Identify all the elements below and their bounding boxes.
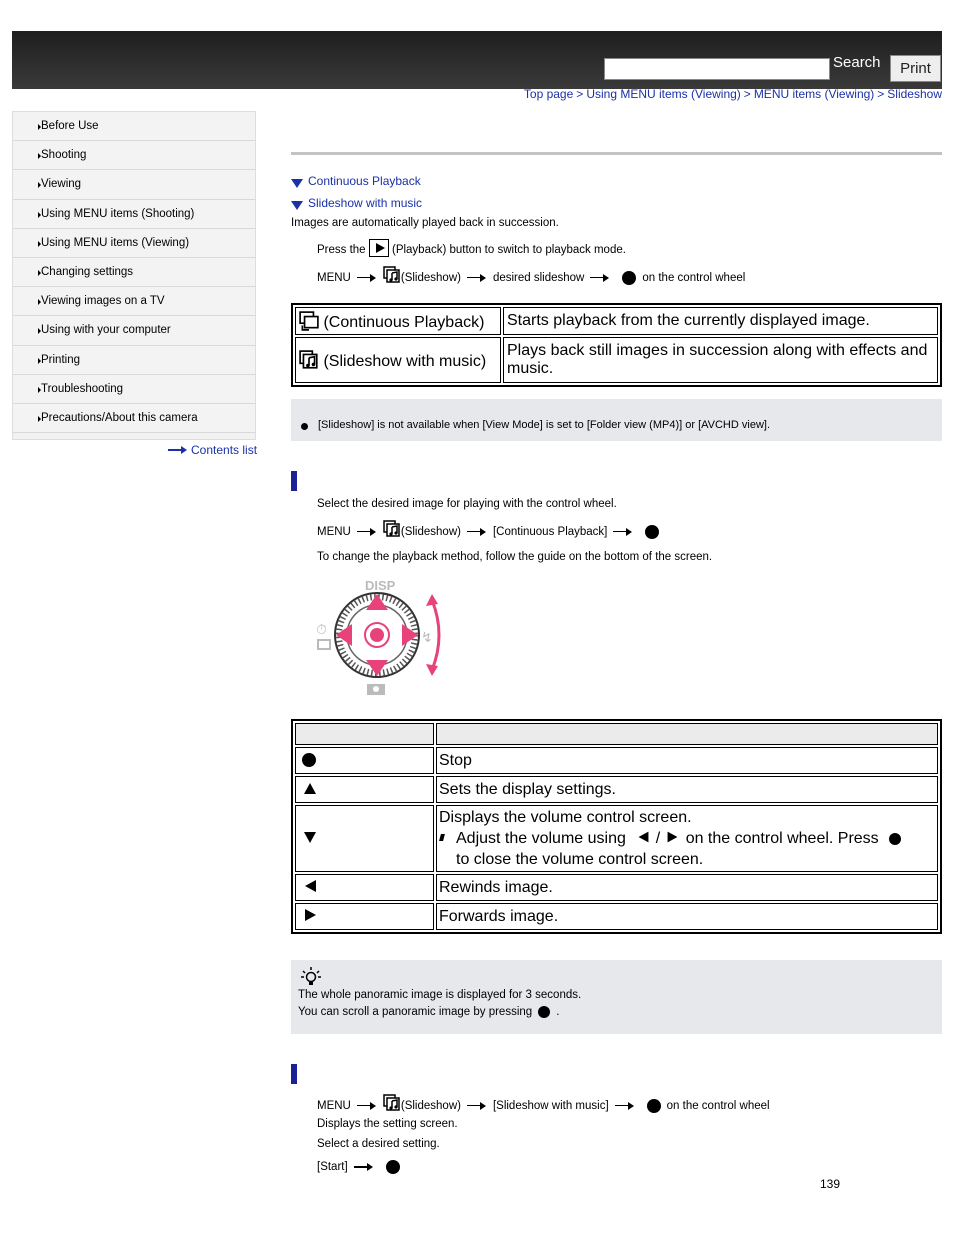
lightbulb-icon: [300, 966, 322, 988]
slideshow-icon: [383, 266, 401, 284]
sidebar-item-troubleshooting[interactable]: [13, 375, 255, 404]
control-desc: Displays the volume control screen.: [439, 809, 692, 826]
sidebar-item-label: Before Use: [41, 120, 99, 133]
left-button-icon: [305, 880, 316, 892]
sidebar-item-viewing[interactable]: [13, 170, 255, 199]
center-button-icon: [538, 1006, 550, 1018]
desc-cell: [436, 874, 938, 901]
arrow-right-icon: [590, 274, 610, 282]
breadcrumb-slideshow[interactable]: Slideshow: [887, 87, 942, 101]
key-cell: [295, 805, 434, 872]
option-name: (Slideshow with music): [323, 352, 487, 370]
sec1-line3: To change the playback method, follow the guide on the bottom of the screen.: [317, 551, 713, 563]
chevron-right-icon: [38, 153, 41, 159]
arrow-right-icon: [354, 1163, 374, 1171]
table-row: [295, 337, 938, 383]
sec2-start-step: [317, 1160, 406, 1174]
table-row: [295, 874, 938, 901]
option-desc-cell: [503, 307, 938, 335]
table-row: [295, 903, 938, 930]
option-label: [Slideshow with music]: [492, 1100, 609, 1112]
sidebar-item-label: Changing settings: [41, 266, 134, 279]
sidebar-item-menu-viewing[interactable]: [13, 229, 255, 258]
intro-text: Images are automatically played back in succession.: [291, 217, 559, 229]
hint-line-2-end: .: [556, 1006, 560, 1019]
slideshow-options-table: [291, 303, 942, 387]
key-cell: [295, 747, 434, 774]
sec2-line2: Displays the setting screen.: [317, 1118, 458, 1130]
title-divider: [291, 152, 942, 155]
chevron-right-icon: [38, 124, 41, 130]
slideshow-music-icon: [299, 350, 319, 370]
link-label: Slideshow with music: [308, 196, 423, 210]
link-label: Continuous Playback: [308, 174, 421, 188]
sub-text-c: on the control wheel. Press: [685, 830, 879, 847]
section-heading-continuous-playback: [291, 471, 297, 491]
left-button-icon: [639, 832, 649, 843]
sub-text-d: to close the volume control screen.: [456, 851, 704, 868]
control-wheel-label: on the control wheel: [666, 1100, 770, 1112]
sidebar-item-label: Viewing images on a TV: [41, 295, 165, 308]
sidebar-item-label: Printing: [41, 353, 80, 366]
sidebar-item-label: Shooting: [41, 149, 87, 162]
svg-text:⏱: ⏱: [316, 622, 327, 638]
slideshow-icon: [383, 1094, 401, 1112]
slideshow-label: (Slideshow): [400, 526, 461, 538]
sec2-line3: Select a desired setting.: [317, 1138, 440, 1150]
control-desc: Rewinds image.: [439, 878, 553, 896]
option-name: (Continuous Playback): [323, 313, 485, 331]
chevron-right-icon: [38, 416, 41, 422]
link-slideshow-with-music[interactable]: [291, 196, 422, 210]
section-heading-slideshow-music: [291, 1064, 297, 1084]
sidebar-item-precautions[interactable]: [13, 404, 255, 433]
sidebar-item-menu-shooting[interactable]: [13, 200, 255, 229]
arrow-right-icon: [357, 528, 377, 536]
table-row: [295, 805, 938, 872]
volume-sub-item: [439, 828, 935, 870]
key-cell: [295, 903, 434, 930]
contents-list-link[interactable]: [168, 443, 257, 457]
option-desc-cell: [503, 337, 938, 383]
sidebar-item-shooting[interactable]: [13, 141, 255, 170]
search-button[interactable]: Search: [833, 54, 881, 71]
triangle-down-icon: [291, 179, 303, 188]
step-1: [317, 239, 626, 257]
menu-label: MENU: [317, 526, 351, 538]
down-button-icon: [304, 832, 316, 843]
slideshow-icon: [383, 520, 401, 538]
sidebar-item-label: Precautions/About this camera: [41, 411, 198, 424]
print-button[interactable]: Print: [890, 55, 941, 82]
sub-text-b: /: [655, 830, 661, 847]
arrow-right-icon: [357, 274, 377, 282]
key-cell: [295, 776, 434, 803]
step-1-text-b: (Playback) button to switch to playback mode.: [391, 244, 626, 256]
arrow-right-icon: [467, 528, 487, 536]
option-desc: Plays back still images in succession along with effects and music.: [507, 342, 928, 377]
right-button-icon: [667, 832, 677, 843]
sidebar-item-before-use[interactable]: [13, 112, 255, 141]
chevron-right-icon: [38, 241, 41, 247]
playback-controls-table: [291, 719, 942, 934]
arrow-right-icon: [467, 1102, 487, 1110]
sub-text-a: Adjust the volume using: [456, 830, 626, 847]
sidebar-footer: [13, 433, 255, 439]
chevron-right-icon: [38, 328, 41, 334]
playback-icon: [369, 239, 389, 257]
sidebar-item-label: Using with your computer: [41, 324, 171, 337]
search-input[interactable]: [604, 58, 830, 80]
center-button-icon: [647, 1099, 661, 1113]
center-button-icon: [302, 753, 316, 767]
chevron-right-icon: [38, 270, 41, 276]
start-label: [Start]: [317, 1161, 348, 1174]
header-cell: [295, 723, 434, 745]
center-button-icon: [622, 271, 636, 285]
table-row: [295, 747, 938, 774]
breadcrumb-top-page[interactable]: Top page: [523, 87, 574, 101]
wheel-disp-label: DISP: [365, 578, 396, 593]
contents-list-label: Contents list: [191, 443, 258, 457]
arrow-right-icon: [613, 528, 633, 536]
menu-label: MENU: [317, 1100, 351, 1112]
sidebar-item-label: Viewing: [41, 178, 82, 191]
hint-line-1: The whole panoramic image is displayed for 3 seconds.: [298, 989, 582, 1001]
arrow-right-icon: [467, 274, 487, 282]
chevron-right-icon: [38, 299, 41, 305]
note-box: [291, 399, 942, 441]
note-bullet-icon: [301, 423, 308, 430]
chevron-right-icon: [38, 387, 41, 393]
breadcrumb-using-menu-viewing[interactable]: Using MENU items (Viewing): [586, 87, 741, 101]
hint-line-2-text: You can scroll a panoramic image by pressing: [298, 1006, 533, 1019]
arrow-right-icon: [615, 1102, 635, 1110]
control-desc: Sets the display settings.: [439, 780, 616, 798]
option-label: [Continuous Playback]: [492, 526, 608, 538]
up-button-icon: [304, 783, 316, 794]
slideshow-label: (Slideshow): [400, 1100, 461, 1112]
sidebar-item-computer[interactable]: [13, 316, 255, 345]
breadcrumb: Top page > Using MENU items (Viewing) > MENU items (Viewing) > Slideshow: [523, 87, 942, 101]
page-number: 139: [820, 1177, 841, 1191]
arrow-right-icon: [168, 446, 188, 454]
control-desc: Stop: [439, 751, 472, 769]
triangle-down-icon: [291, 201, 303, 210]
option-desc: Starts playback from the currently displayed image.: [507, 312, 870, 329]
sec1-step: [317, 520, 665, 539]
step-2: [317, 266, 745, 285]
sidebar-item-viewing-tv[interactable]: [13, 287, 255, 316]
key-cell: [295, 874, 434, 901]
sec2-step: [317, 1094, 770, 1113]
center-button-icon: [889, 833, 901, 845]
note-text: [Slideshow] is not available when [View Mode] is set to [Folder view (MP4)] or [AVCHD view].: [318, 419, 770, 431]
control-wheel-illustration: [312, 576, 448, 698]
desc-cell: [436, 747, 938, 774]
option-name-cell: [295, 307, 501, 335]
table-row: [295, 307, 938, 335]
desc-cell: [436, 903, 938, 930]
desc-cell: [436, 776, 938, 803]
table-header-row: [295, 723, 938, 745]
table-row: [295, 776, 938, 803]
chevron-right-icon: [38, 358, 41, 364]
center-button-icon: [645, 525, 659, 539]
bullet-icon: [439, 834, 445, 841]
sidebar-item-printing[interactable]: [13, 346, 255, 375]
desc-cell: [436, 805, 938, 872]
link-continuous-playback[interactable]: [291, 174, 421, 188]
slideshow-label: (Slideshow): [400, 272, 461, 284]
chevron-right-icon: [38, 212, 41, 218]
svg-text:↯: ↯: [421, 630, 433, 646]
breadcrumb-menu-items-viewing[interactable]: MENU items (Viewing): [753, 87, 875, 101]
header-cell: [436, 723, 938, 745]
chevron-right-icon: [38, 182, 41, 188]
control-wheel-label: on the control wheel: [642, 272, 746, 284]
sidebar-item-label: Using MENU items (Shooting): [41, 207, 195, 220]
right-button-icon: [305, 909, 316, 921]
step-1-text-a: Press the: [317, 244, 366, 256]
arrow-right-icon: [357, 1102, 377, 1110]
control-desc: Forwards image.: [439, 907, 559, 925]
sidebar-item-label: Using MENU items (Viewing): [41, 236, 190, 249]
sidebar-item-changing-settings[interactable]: [13, 258, 255, 287]
option-name-cell: [295, 337, 501, 383]
continuous-playback-icon: [299, 311, 319, 331]
desired-slideshow-label: desired slideshow: [492, 272, 585, 284]
sidebar-item-label: Troubleshooting: [41, 382, 124, 395]
sec1-line1: Select the desired image for playing with the control wheel.: [317, 498, 617, 510]
center-button-icon: [386, 1160, 400, 1174]
menu-label: MENU: [317, 272, 351, 284]
sidebar-nav: [12, 111, 256, 440]
hint-line-2: [298, 1006, 559, 1018]
hint-box: [291, 960, 942, 1034]
